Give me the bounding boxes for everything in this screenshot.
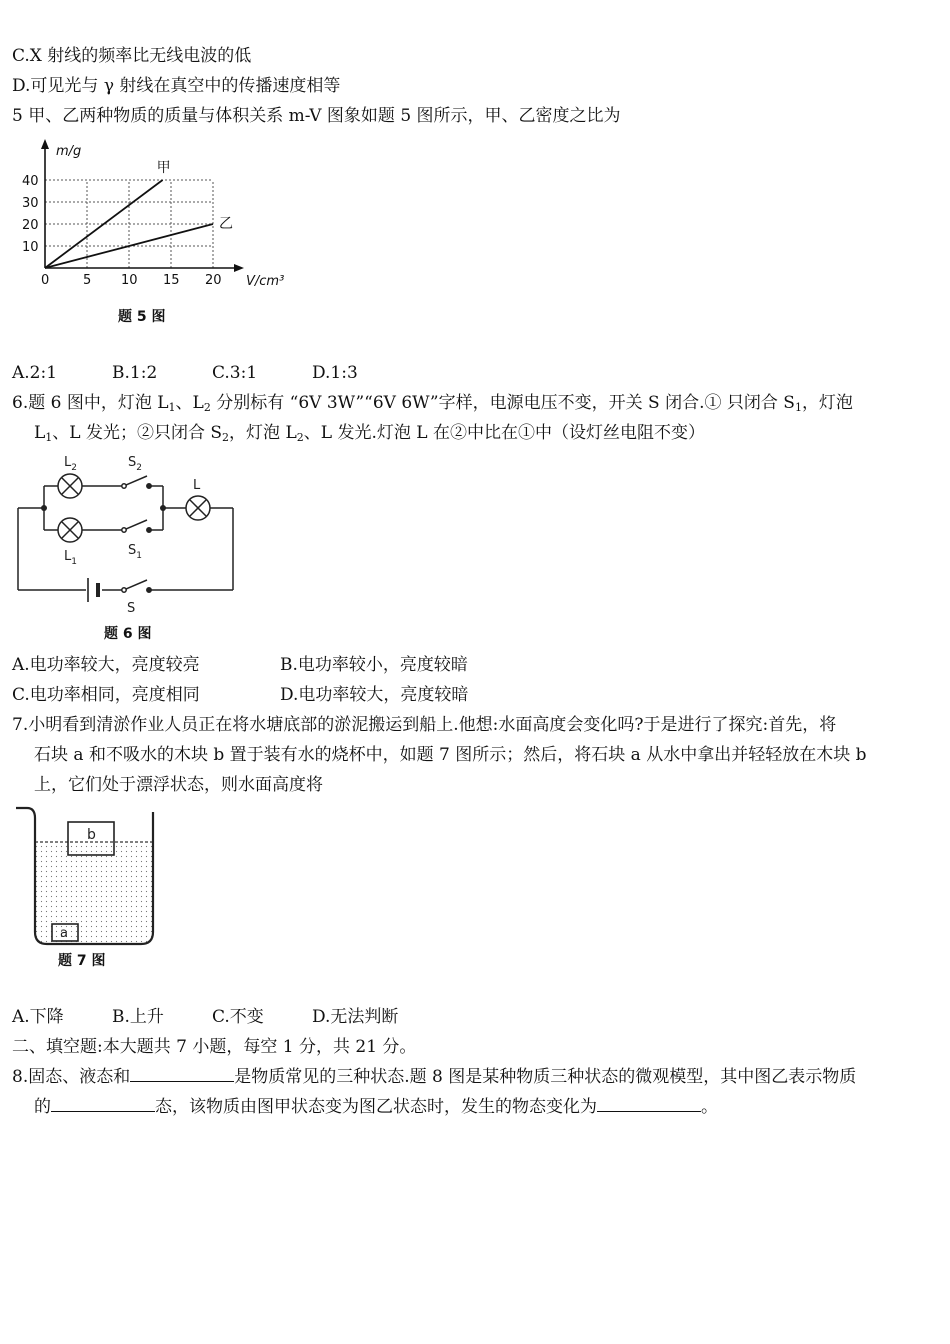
q5-y-tick-label: 20 [22, 218, 39, 233]
section-2-heading: 二、填空题:本大题共 7 小题，每空 1 分，共 21 分。 [12, 1037, 417, 1057]
q5-y-arrow [41, 139, 49, 149]
q6-stem-line1: 6.题 6 图中，灯泡 $L_1$、$L_2$ 分别标有 “6V 3W”“6V 6W”字样，电源电压不变，开关 S 闭合.① 只闭合 $S_1$，灯泡 [12, 393, 853, 414]
q6-circuit-diagram [10, 452, 250, 647]
label-s: S [127, 601, 136, 616]
q5-caption: 题 5 图 [118, 309, 166, 325]
switch-s1-icon [122, 520, 151, 532]
battery-icon [88, 578, 98, 602]
q5-series-label-1: 乙 [219, 216, 233, 232]
block-b-label: b [87, 827, 96, 843]
junction-right [160, 505, 166, 511]
q5-option-b: B.1:2 [112, 363, 158, 383]
lamp-l-icon [186, 496, 210, 520]
q8-blank-1[interactable] [130, 1066, 234, 1082]
q7-option-d: D.无法判断 [312, 1007, 399, 1027]
q5-x-label: V/cm³ [246, 274, 285, 289]
q7-beaker-diagram [10, 800, 170, 975]
label-s2: $S_2$ [128, 455, 142, 473]
block-a-label: a [60, 926, 68, 941]
q7-option-a: A.下降 [12, 1007, 64, 1027]
lamp-l1-icon [58, 518, 82, 542]
label-l2: $L_2$ [64, 455, 77, 473]
q6-option-b: B.电功率较小，亮度较暗 [280, 655, 468, 675]
label-l1: $L_1$ [64, 549, 77, 567]
q5-x-tick-label: 10 [121, 273, 138, 288]
q5-option-d: D.1:3 [312, 363, 358, 383]
q6-option-c: C.电功率相同，亮度相同 [12, 685, 200, 705]
q5-x-tick-label: 15 [163, 273, 180, 288]
q5-x-tick-label: 5 [83, 273, 92, 288]
q8-stem-line2: 的 态，该物质由图甲状态变为图乙状态时，发生的物态变化为 。 [34, 1097, 718, 1117]
lamp-l2-icon [58, 474, 82, 498]
q5-y-tick-label: 30 [22, 196, 39, 211]
junction-left [41, 505, 47, 511]
q7-option-b: B.上升 [112, 1007, 164, 1027]
q7-option-c: C.不变 [212, 1007, 264, 1027]
q5-x-tick-label: 20 [205, 273, 222, 288]
q8-stem-line1: 8.固态、液态和 是物质常见的三种状态.题 8 图是某种物质三种状态的微观模型，其中图乙表示物质 [12, 1067, 857, 1087]
q7-stem-line2: 石块 a 和不吸水的木块 b 置于装有水的烧杯中，如题 7 图所示；然后，将石块 a 从水中拿出并轻轻放在木块 b [34, 745, 867, 765]
switch-s-icon [122, 580, 151, 592]
q7-stem-line3: 上，它们处于漂浮状态，则水面高度将 [34, 775, 323, 795]
q6-caption: 题 6 图 [104, 626, 152, 642]
q6-option-a: A.电功率较大，亮度较亮 [12, 655, 200, 675]
q5-y-tick-label: 10 [22, 240, 39, 255]
q5-y-label: m/g [56, 144, 82, 159]
q8-blank-2[interactable] [51, 1096, 155, 1112]
q7-stem-line1: 7.小明看到清淤作业人员正在将水塘底部的淤泥搬运到船上.他想:水面高度会变化吗?于是进行了探究:首先，将 [12, 715, 837, 735]
q5-option-a: A.2:1 [12, 363, 58, 383]
q6-option-d: D.电功率较大，亮度较暗 [280, 685, 469, 705]
q5-y-tick-label: 40 [22, 174, 39, 189]
q5-x-arrow [234, 264, 244, 272]
q5-x-tick-label: 0 [41, 273, 50, 288]
q5-series-label-0: 甲 [156, 160, 171, 176]
q4-option-d: D.可见光与 γ 射线在真空中的传播速度相等 [12, 76, 341, 96]
q5-mv-chart [10, 135, 310, 335]
q8-blank-3[interactable] [597, 1096, 701, 1112]
q7-caption: 题 7 图 [58, 953, 106, 969]
q4-option-c: C.X 射线的频率比无线电波的低 [12, 46, 252, 66]
q5-stem: 5 甲、乙两种物质的质量与体积关系 m-V 图象如题 5 图所示，甲、乙密度之比为 [12, 106, 621, 126]
q6-stem-line2: $L_1$、L 发光；②只闭合 $S_2$，灯泡 $L_2$、L 发光.灯泡 L 在②中比在①中（设灯丝电阻不变） [34, 423, 705, 444]
switch-s2-icon [122, 476, 151, 488]
q5-option-c: C.3:1 [212, 363, 258, 383]
label-s1: $S_1$ [128, 543, 142, 561]
label-l: L [193, 478, 201, 493]
